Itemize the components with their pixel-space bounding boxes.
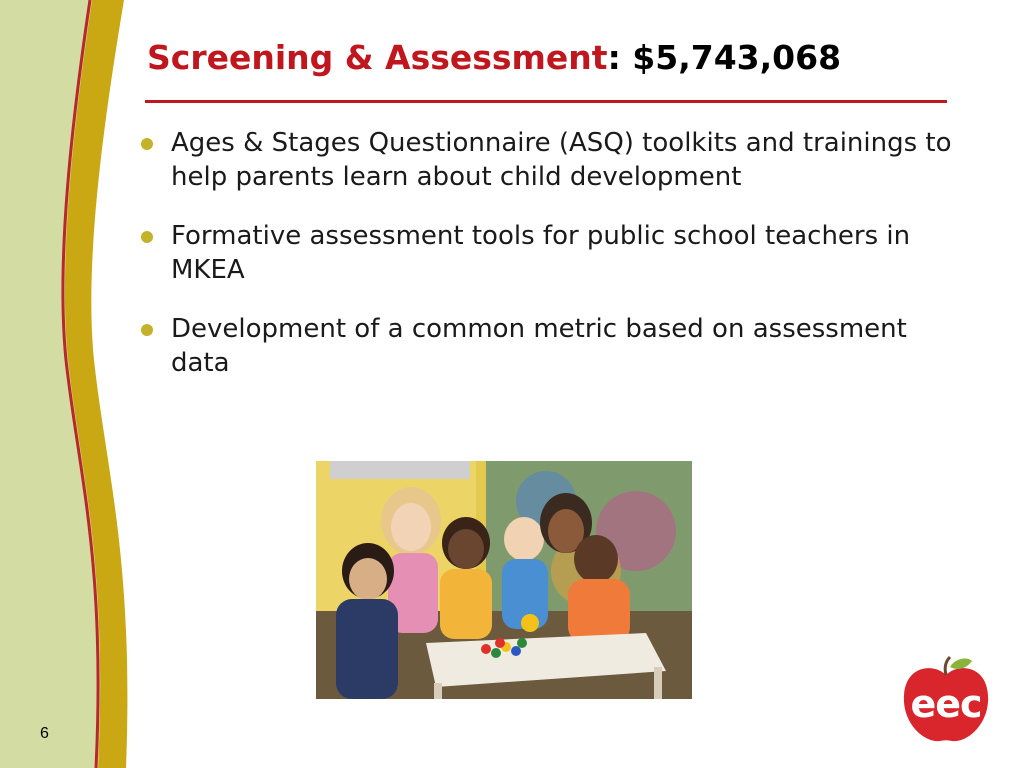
page-number: 6: [40, 725, 49, 742]
bullet-text: Ages & Stages Questionnaire (ASQ) toolkits and trainings to help parents learn about child development: [171, 128, 952, 192]
bullet-list: [140, 126, 960, 380]
left-wave-decoration: [0, 0, 140, 768]
bullet-item-formative: [140, 219, 960, 287]
bullet-dot-icon: [141, 324, 153, 336]
bullet-item-metric: [140, 312, 960, 380]
bullet-text: Formative assessment tools for public school teachers in MKEA: [171, 221, 911, 285]
slide-title: [147, 38, 841, 77]
eec-apple-logo: [900, 655, 992, 747]
bullet-item-asq: [140, 126, 960, 194]
bullet-dot-icon: [141, 231, 153, 243]
title-separator: :: [607, 38, 621, 77]
logo-text: eec: [910, 682, 982, 726]
children-classroom-photo: [316, 461, 692, 699]
title-main: Screening & Assessment: [147, 38, 608, 77]
title-underline: [145, 100, 947, 103]
bullet-dot-icon: [141, 138, 153, 150]
bullet-text: Development of a common metric based on assessment data: [171, 314, 907, 378]
title-amount: $5,743,068: [632, 38, 842, 77]
